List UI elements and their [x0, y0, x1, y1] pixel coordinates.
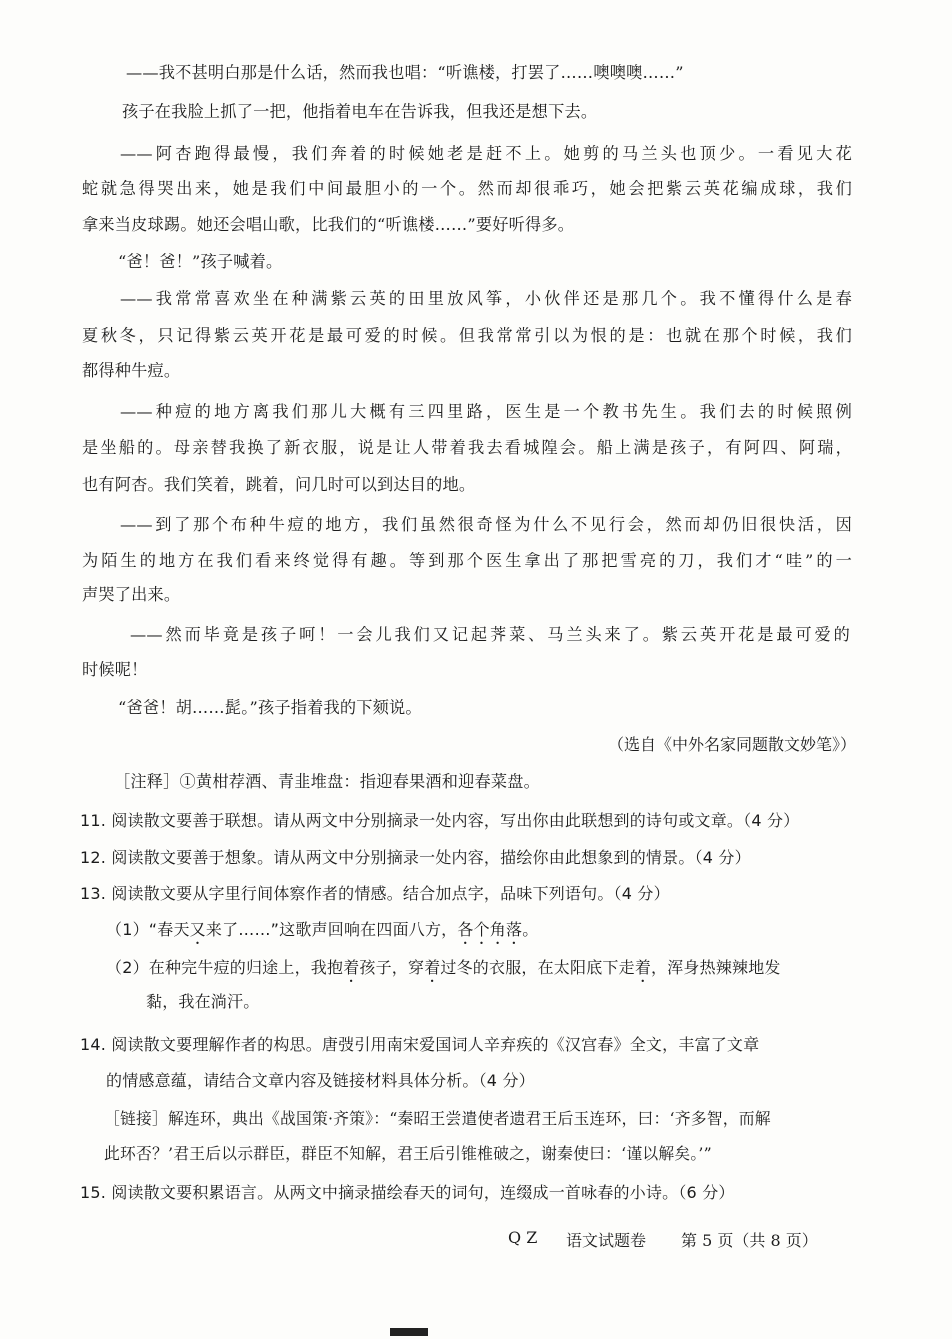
question-13-item-2: [106, 957, 876, 986]
essay-line: ——种痘的地方离我们那儿大概有三四里路，医生是一个教书先生。我们去的时候照例: [120, 402, 852, 421]
essay-line: 蛇就急得哭出来，她是我们中间最胆小的一个。然而却很乖巧，她会把紫云英花编成球，我们: [82, 179, 852, 198]
question-13: 13. 阅读散文要从字里行间体察作者的情感。结合加点字，品味下列语句。（4 分）: [80, 884, 670, 903]
essay-line: 声哭了出来。: [82, 585, 181, 604]
essay-line: ——然而毕竟是孩子呵！一会儿我们又记起荠菜、马兰头来了。紫云英开花是最可爱的: [130, 625, 850, 644]
essay-line: 时候呢！: [82, 660, 148, 679]
question-11: 11. 阅读散文要善于联想。请从两文中分别摘录一处内容，写出你由此联想到的诗句或文章。（4 分）: [80, 811, 800, 830]
essay-line: ——我常常喜欢坐在种满紫云英的田里放风筝，小伙伴还是那几个。我不懂得什么是春: [120, 289, 852, 308]
scan-mark: [390, 1328, 428, 1336]
essay-annotation: ［注释］①黄柑荐酒、青韭堆盘：指迎春果酒和迎春菜盘。: [114, 772, 541, 791]
essay-line: 都得种牛痘。: [82, 361, 181, 380]
question-14: 14. 阅读散文要理解作者的构思。唐弢引用南宋爱国词人辛弃疾的《汉宫春》全文，丰富了文章: [80, 1035, 760, 1054]
q13-2-emphasis-zhe: 着: [343, 958, 360, 977]
q13-1-text: （1）“春天: [106, 920, 190, 939]
q13-1-text: 来了……”这歌声回响在四面八方，: [205, 920, 458, 939]
q13-2-text: 过冬的衣服，在太阳底下走: [440, 958, 635, 977]
essay-line: “爸爸！胡……髭。”孩子指着我的下颏说。: [118, 698, 422, 717]
essay-line: “爸！爸！”孩子喊着。: [118, 252, 283, 271]
q13-2-emphasis-zhe: 着: [634, 958, 652, 977]
essay-source: （选自《中外名家同题散文妙笔》）: [607, 735, 856, 754]
q13-2-emphasis-zhe: 着: [424, 958, 441, 977]
footer-code: Q Z: [508, 1228, 538, 1247]
essay-line: 孩子在我脸上抓了一把，他指着电车在告诉我，但我还是想下去。: [122, 102, 598, 121]
essay-line: 也有阿杏。我们笑着，跳着，问几时可以到达目的地。: [82, 475, 476, 494]
question-15: 15. 阅读散文要积累语言。从两文中摘录描绘春天的词句，连缀成一首咏春的小诗。（6 分）: [80, 1183, 735, 1202]
essay-line: 夏秋冬，只记得紫云英开花是最可爱的时候。但我常常引以为恨的是：也就在那个时候，我们: [82, 326, 852, 345]
essay-line: ——到了那个布种牛痘的地方，我们虽然很奇怪为什么不见行会，然而却仍旧很快活，因: [120, 515, 852, 534]
q13-1-emphasis-gege: 各个角落: [457, 920, 523, 939]
footer-page-number: 第 5 页（共 8 页）: [681, 1231, 818, 1250]
essay-line: 为陌生的地方在我们看来终觉得有趣。等到那个医生拿出了那把雪亮的刀，我们才“哇”的一: [82, 551, 852, 570]
q13-1-text: 。: [522, 920, 539, 939]
question-13-item-1: [106, 919, 876, 948]
link-material-cont: 此环否？’君王后以示群臣，群臣不知解，君王后引锥椎破之，谢秦使曰：‘谨以解矣。’”: [104, 1144, 712, 1163]
q13-2-text: 孩子，穿: [359, 958, 425, 977]
question-14-cont: 的情感意蕴，请结合文章内容及链接材料具体分析。（4 分）: [106, 1071, 535, 1090]
q13-1-emphasis-you: 又: [189, 920, 206, 939]
link-material: ［链接］解连环，典出《战国策·齐策》：“秦昭王尝遣使者遗君王后玉连环，曰：‘齐多智，而解: [104, 1109, 771, 1128]
q13-2-text: ，浑身热辣辣地发: [651, 958, 781, 977]
q13-2-text: （2）在种完牛痘的归途上，我抱: [106, 958, 344, 977]
essay-line: 是坐船的。母亲替我换了新衣服，说是让人带着我去看城隍会。船上满是孩子，有阿四、阿瑞，: [82, 438, 852, 457]
question-13-item-2-cont: 黏，我在淌汗。: [146, 992, 260, 1011]
footer-title: 语文试题卷: [566, 1231, 647, 1250]
essay-line: 拿来当皮球踢。她还会唱山歌，比我们的“听谯楼……”要好听得多。: [82, 215, 575, 234]
essay-line: ——我不甚明白那是什么话，然而我也唱：“听谯楼，打罢了……噢噢噢……”: [126, 63, 684, 82]
question-12: 12. 阅读散文要善于想象。请从两文中分别摘录一处内容，描绘你由此想象到的情景。（4 分）: [80, 848, 751, 867]
essay-line: ——阿杏跑得最慢，我们奔着的时候她老是赶不上。她剪的马兰头也顶少。一看见大花: [120, 144, 852, 163]
